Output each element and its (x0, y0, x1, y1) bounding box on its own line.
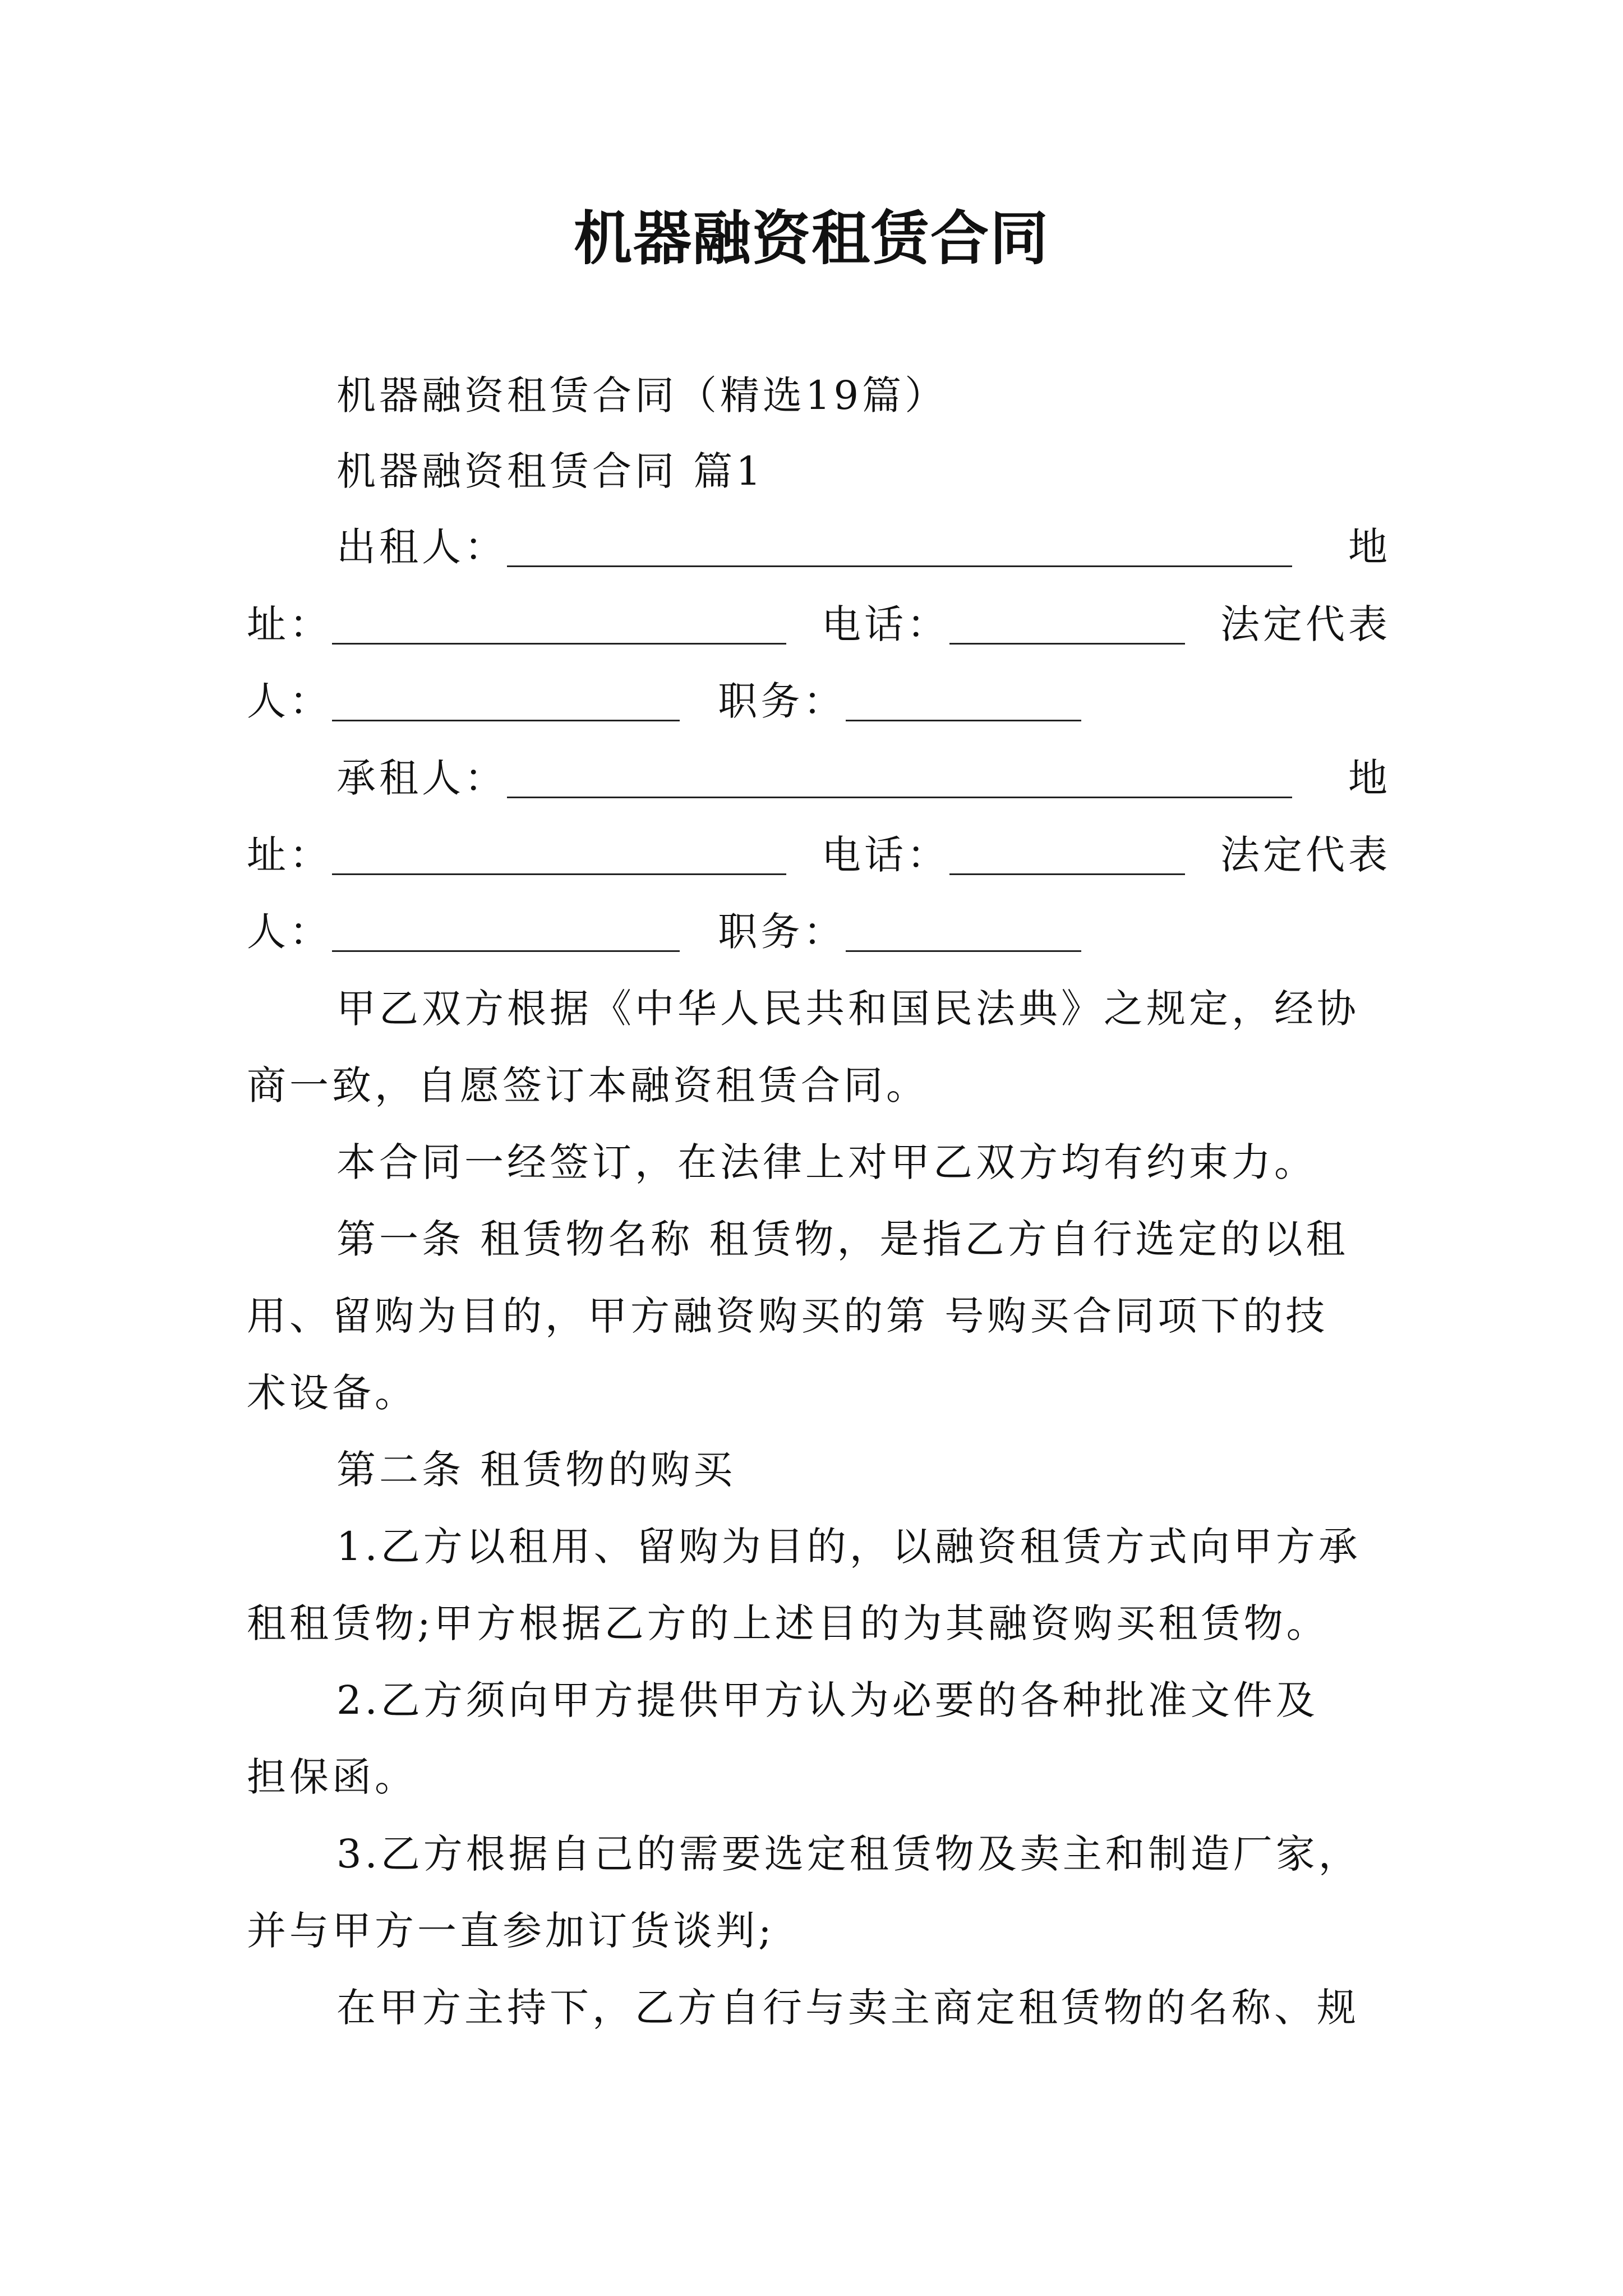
lessor-rep-line (247, 673, 1391, 729)
lessee-rep-line (247, 904, 1391, 960)
lessor-rep-blank[interactable] (332, 680, 680, 721)
section-heading: 机器融资租赁合同 篇1 (336, 448, 764, 494)
lessee-position-blank[interactable] (846, 911, 1081, 952)
lessor-address-line (247, 596, 1391, 652)
lessor-phone-blank[interactable] (949, 604, 1185, 645)
lessee-label: 承租人： (336, 755, 507, 801)
body-line: 租租赁物;甲方根据乙方的上述目的为其融资购买租赁物。 (247, 1600, 1329, 1646)
body-line: 担保函。 (247, 1754, 417, 1800)
lessee-name-blank[interactable] (507, 757, 1292, 798)
lessee-rep-head: 法定代表 (1220, 832, 1391, 878)
lessor-address-label: 址： (247, 601, 332, 647)
lessee-position-label: 职务： (718, 909, 846, 955)
body-line: 第一条 租赁物名称 租赁物，是指乙方自行选定的以租 (336, 1216, 1349, 1262)
lessor-rep-head: 法定代表 (1220, 601, 1391, 647)
body-line: 3.乙方根据自己的需要选定租赁物及卖主和制造厂家， (336, 1831, 1361, 1877)
lessee-line (247, 750, 1391, 806)
document-title: 机器融资租赁合同 (573, 204, 1049, 273)
lessor-line (247, 519, 1391, 575)
lessor-label: 出租人： (336, 524, 507, 570)
lessor-address-blank[interactable] (332, 604, 786, 645)
lessor-rep-label: 人： (247, 678, 332, 724)
body-line: 本合同一经签订，在法律上对甲乙双方均有约束力。 (336, 1139, 1317, 1185)
body-line: 在甲方主持下，乙方自行与卖主商定租赁物的名称、规 (336, 1985, 1359, 2031)
lessee-address-head: 地 (1348, 755, 1391, 801)
lessee-phone-blank[interactable] (949, 834, 1185, 875)
lessee-rep-blank[interactable] (332, 911, 680, 952)
lessee-phone-label: 电话： (822, 832, 949, 878)
body-line: 术设备。 (247, 1370, 417, 1416)
lessor-address-head: 地 (1348, 524, 1391, 570)
body-line: 甲乙双方根据《中华人民共和国民法典》之规定，经协 (336, 986, 1359, 1032)
body-line: 2.乙方须向甲方提供甲方认为必要的各种批准文件及 (336, 1677, 1318, 1723)
lessee-rep-label: 人： (247, 909, 332, 955)
lessor-position-blank[interactable] (846, 680, 1081, 721)
lessee-address-blank[interactable] (332, 834, 786, 875)
lessee-address-line (247, 827, 1391, 883)
lessor-name-blank[interactable] (507, 526, 1292, 567)
lessee-address-label: 址： (247, 832, 332, 878)
body-line: 1.乙方以租用、留购为目的，以融资租赁方式向甲方承 (336, 1524, 1361, 1570)
document-subtitle: 机器融资租赁合同（精选19篇） (336, 372, 948, 418)
body-line: 第二条 租赁物的购买 (336, 1447, 736, 1493)
body-line: 商一致，自愿签订本融资租赁合同。 (247, 1062, 929, 1108)
lessor-position-label: 职务： (718, 678, 846, 724)
body-line: 用、留购为目的，甲方融资购买的第 号购买合同项下的技 (247, 1293, 1329, 1339)
lessor-phone-label: 电话： (822, 601, 949, 647)
body-line: 并与甲方一直参加订货谈判; (247, 1908, 775, 1954)
